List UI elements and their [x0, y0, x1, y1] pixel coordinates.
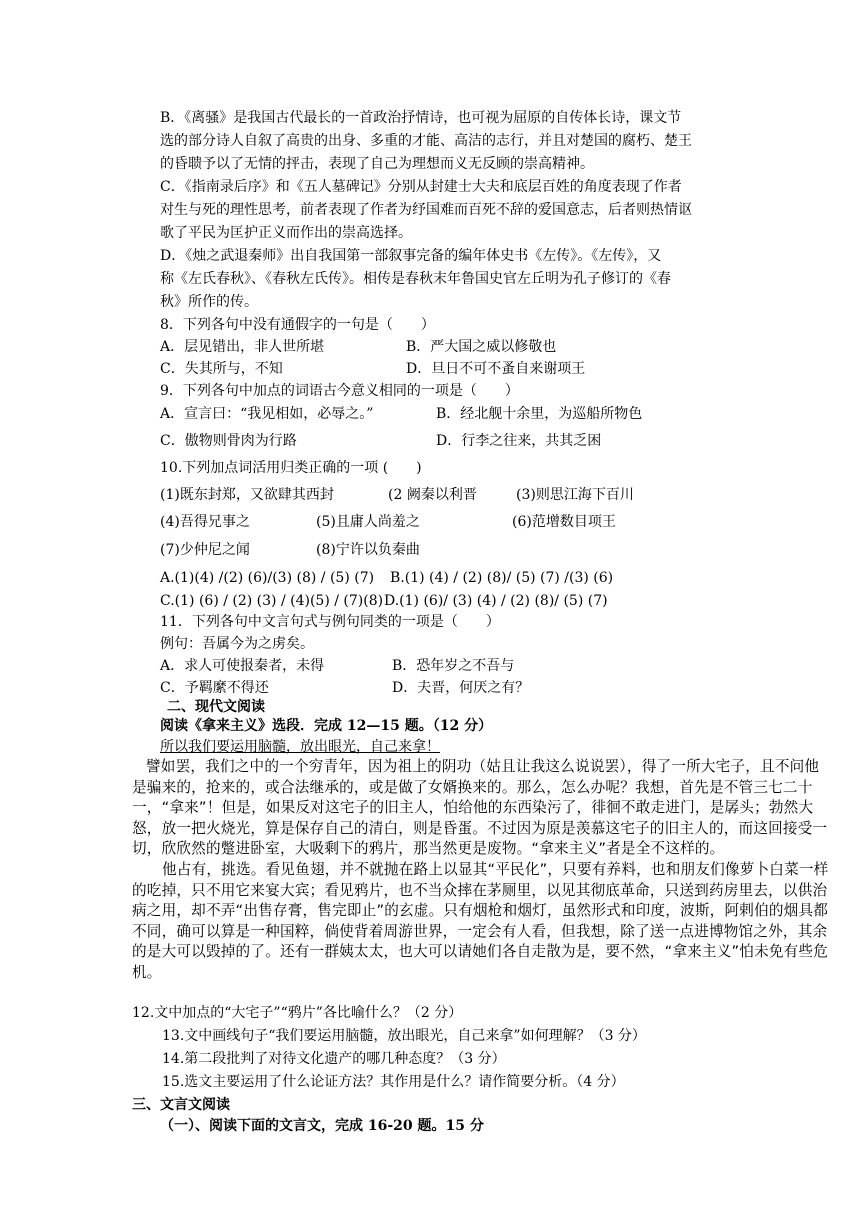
passage-paragraph-2: 他占有，挑选。看见鱼翅，并不就抛在路上以显其“平民化”，只要有养料，也和朋友们像萝卜白菜一样的吃掉，只不用它来宴大宾；看见鸦片，也不当众摔在茅厕里，以见其彻底革命，只送到药房里去，以供治病之用，却不弄“出售存膏，售完即止”的玄虚。只有烟枪和烟灯，虽然形式和印度，波斯，阿剌伯的烟具都不同，确可以算是一种国粹，倘使背着周游世界，一定会有人看，但我想，除了送一点进博物馆之外，其余的是大可以毁掉的了。还有一群姨太太，也大可以请她们各自走散为是，要不然，“拿来主义”怕未免有些危机。	[132, 861, 829, 981]
passage-paragraph-1: 譬如罢，我们之中的一个穷青年，因为祖上的阴功（姑且让我这么说说罢），得了一所大宅子，且不问他是骗来的，抢来的，或合法继承的，或是做了女婿换来的。那么，怎么办呢？我想，首先是不管三七二十一，“拿来”！但是，如果反对这宅子的旧主人，怕给他的东西染污了，徘徊不敢走进门，是孱头；勃然大怒，放一把火烧光，算是保存自己的清白，则是昏蛋。不过因为原是羡慕这宅子的旧主人的，而这回接受一切，欣欣然的蹩进卧室，大吸剩下的鸦片，那当然更是废物。“拿来主义”者是全不这样的。	[132, 758, 828, 857]
q8-option-c: C．失其所与，不知	[160, 361, 283, 377]
option-b-line-1: B．《离骚》是我国古代最长的一首政治抒情诗，也可视为屈原的自传体长诗，课文节	[160, 110, 682, 126]
q9-option-d: D．行李之往来，共其乏困	[436, 433, 602, 449]
q10-item-1: (1)既东封郑，又欲肆其西封	[160, 487, 334, 503]
section-3-heading: 三、文言文阅读	[132, 1097, 230, 1113]
option-c-line-2: 对生与死的理性思考，前者表现了作者为纾国难而百死不辞的爱国意志，后者则热情讴	[160, 202, 692, 218]
q11-option-d: D．夫晋，何厌之有？	[392, 680, 530, 696]
q9-option-c: C．傲物则骨肉为行路	[160, 433, 297, 449]
q10-option-b: B.(1) (4) / (2) (8)/ (5) (7) /(3) (6)	[390, 570, 614, 586]
q9-option-a: A．宣言曰：“我见相如，必辱之。”	[160, 406, 374, 422]
q11-stem: 11．下列各句中文言句式与例句同类的一项是（ ）	[160, 614, 500, 630]
q10-item-5: (5)且庸人尚羞之	[316, 514, 420, 530]
q9-stem: 9．下列各句中加点的词语古今意义相同的一项是（ ）	[160, 383, 519, 399]
q8-option-b: B．严大国之威以修敬也	[406, 339, 557, 355]
q10-stem: 10.下列加点词活用归类正确的一项 ( )	[160, 460, 422, 476]
q15: 15.选文主要运用了什么论证方法？其作用是什么？请作简要分析。（4 分）	[162, 1074, 625, 1090]
underlined-quote: 所以我们要运用脑髓，放出眼光，自己来拿！	[160, 739, 440, 755]
q10-item-7: (7)少仲尼之闻	[160, 542, 250, 558]
q10-item-2: (2 阙秦以利晋	[388, 487, 477, 503]
q12: 12.文中加点的“大宅子”“鸦片”各比喻什么？（2 分）	[132, 1005, 463, 1021]
q11-option-c: C．予羁縻不得还	[160, 680, 269, 696]
q10-option-c: C.(1) (6) / (2) (3) / (4)(5) / (7)(8)	[160, 593, 384, 609]
q10-option-a: A.(1)(4) /(2) (6)/(3) (8) / (5) (7)	[160, 570, 375, 586]
q10-item-6: (6)范增数目项王	[512, 514, 616, 530]
q13: 13.文中画线句子“我们要运用脑髓，放出眼光，自己来拿”如何理解？（3 分）	[162, 1028, 646, 1044]
q9-option-b: B．经北舰十余里，为巡船所物色	[436, 406, 643, 422]
section-2-intro: 阅读《拿来主义》选段．完成 12—15 题。（12 分）	[160, 718, 493, 734]
q10-item-8: (8)宁许以负秦曲	[316, 542, 420, 558]
option-b-line-3: 的昏聩予以了无情的抨击，表现了自己为理想而义无反顾的崇高精神。	[160, 156, 594, 172]
option-d-line-3: 秋》所作的传。	[160, 294, 258, 310]
option-c-line-3: 歌了平民为匡护正义而作出的崇高选择。	[160, 225, 412, 241]
q10-item-4: (4)吾得兄事之	[160, 514, 250, 530]
option-d-line-2: 称《左氏春秋》、《春秋左氏传》。相传是春秋末年鲁国史官左丘明为孔子修订的《春	[160, 271, 671, 287]
q11-option-a: A．求人可使报秦者，未得	[160, 658, 325, 674]
q8-option-d: D．旦日不可不蚤自来谢项王	[406, 361, 586, 377]
q10-option-d: D.(1) (6)/ (3) (4) / (2) (8)/ (5) (7)	[384, 593, 608, 609]
q8-option-a: A．层见错出，非人世所堪	[160, 339, 325, 355]
q11-option-b: B．恐年岁之不吾与	[392, 658, 515, 674]
q14: 14.第二段批判了对待文化遗产的哪几种态度？（3 分）	[162, 1051, 506, 1067]
section-3-subheading: （一）、阅读下面的文言文，完成 16-20 题。15 分	[160, 1118, 484, 1134]
option-b-line-2: 选的部分诗人自叙了高贵的出身、多重的才能、高洁的志行，并且对楚国的腐朽、楚王	[160, 133, 692, 149]
q8-stem: 8．下列各句中没有通假字的一句是（ ）	[160, 317, 435, 333]
option-c-line-1: C．《指南录后序》和《五人墓碑记》分别从封建士大夫和底层百姓的角度表现了作者	[160, 179, 682, 195]
section-2-heading: 二、现代文阅读	[167, 699, 265, 715]
q11-example: 例句：吾属今为之虏矣。	[160, 636, 314, 652]
q10-item-3: (3)则思江海下百川	[516, 487, 634, 503]
option-d-line-1: D．《烛之武退秦师》出自我国第一部叙事完备的编年体史书《左传》。《左传》，又	[160, 248, 662, 264]
